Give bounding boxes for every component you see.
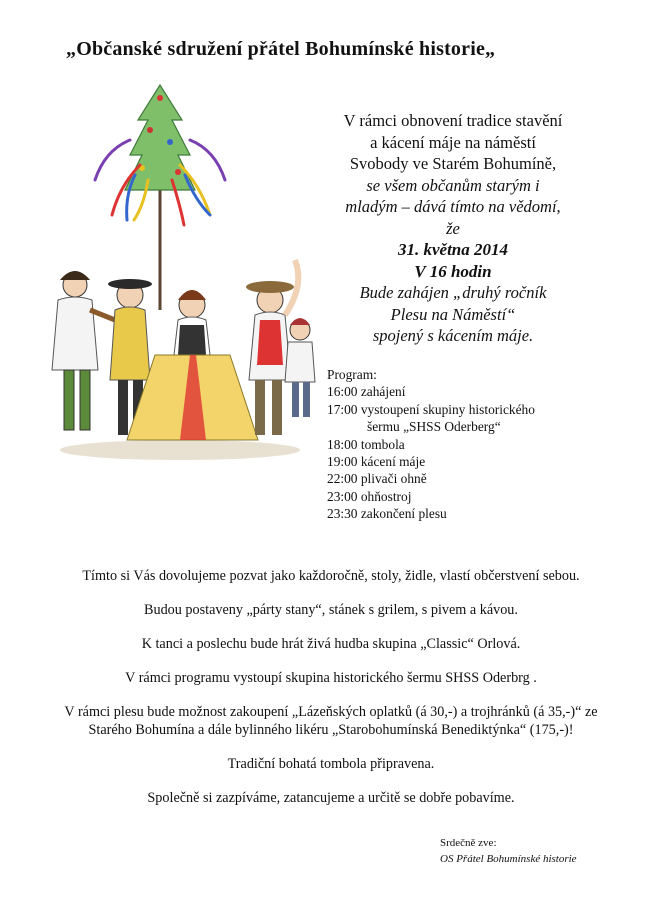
dancer-fiddler [52,271,115,430]
program-item: šermu „SHSS Oderberg“ [367,419,501,435]
body-paragraph [0,703,662,739]
program-item: 23:30 zakončení plesu [327,506,447,522]
intro-line: že [446,218,460,238]
body-paragraph: K tanci a poslechu bude hrát živá hudba skupina „Classic“ Orlová. [141,636,521,652]
body-paragraph: Budou postaveny „párty stany“, stánek s grilem, s pivem a kávou. [144,602,518,618]
intro-line: Bude zahájen „druhý ročník [359,283,547,302]
page-title: „Občanské sdružení přátel Bohumínské historie„ [66,38,496,60]
program-item: 17:00 vystoupení skupiny historického [327,401,535,417]
event-date: 31. května 2014 [397,240,509,259]
program-item: 19:00 kácení máje [327,454,426,470]
intro-line: Svobody ve Starém Bohumíně, [349,154,557,173]
signature [440,835,577,867]
signature-org: OS Přátel Bohumínské historie [440,853,577,865]
invitation-body [0,567,662,823]
intro-line: mladým – dává tímto na vědomí, [345,197,561,216]
intro-line: spojený s kácením máje. [372,326,534,345]
body-paragraph: Tímto si Vás dovolujeme pozvat jako každoročně, stoly, židle, vlastí občerstvení sebou. [82,568,580,584]
intro-line: se všem občanům starým i [366,175,540,195]
intro-line: Plesu na Náměstí“ [390,304,516,324]
body-paragraph: Tradiční bohatá tombola připravena. [227,756,435,772]
program-item: 16:00 zahájení [327,384,406,400]
dancer-boy [285,318,315,417]
program-list [327,366,627,523]
body-paragraph: V rámci programu vystoupí skupina historického šermu SHSS Oderbrg . [125,670,537,686]
program-item: 18:00 tombola [327,436,405,452]
signature-label: Srdečně zve: [440,837,497,849]
maypole-dance-illustration [30,80,330,470]
invitation-intro [318,110,588,347]
program-item: 22:00 plivači ohně [327,471,427,487]
program-heading: Program: [327,367,377,382]
event-time: V 16 hodin [414,261,492,281]
body-line: V rámci plesu bude možnost zakoupení „Lázeňských oplatků (á 30,-) a trojhránků (á 35,-)“ ze [64,704,598,720]
body-line: Starého Bohumína a dále bylinného likéru „Starobohumínská Benediktýnka“ (175,-)! [88,722,574,738]
program-item: 23:00 ohňostroj [327,488,412,504]
intro-line: V rámci obnovení tradice stavění [343,111,563,130]
body-paragraph: Společně si zazpíváme, zatancujeme a určitě se dobře pobavíme. [147,790,515,806]
intro-line: a kácení máje na náměstí [370,132,536,152]
